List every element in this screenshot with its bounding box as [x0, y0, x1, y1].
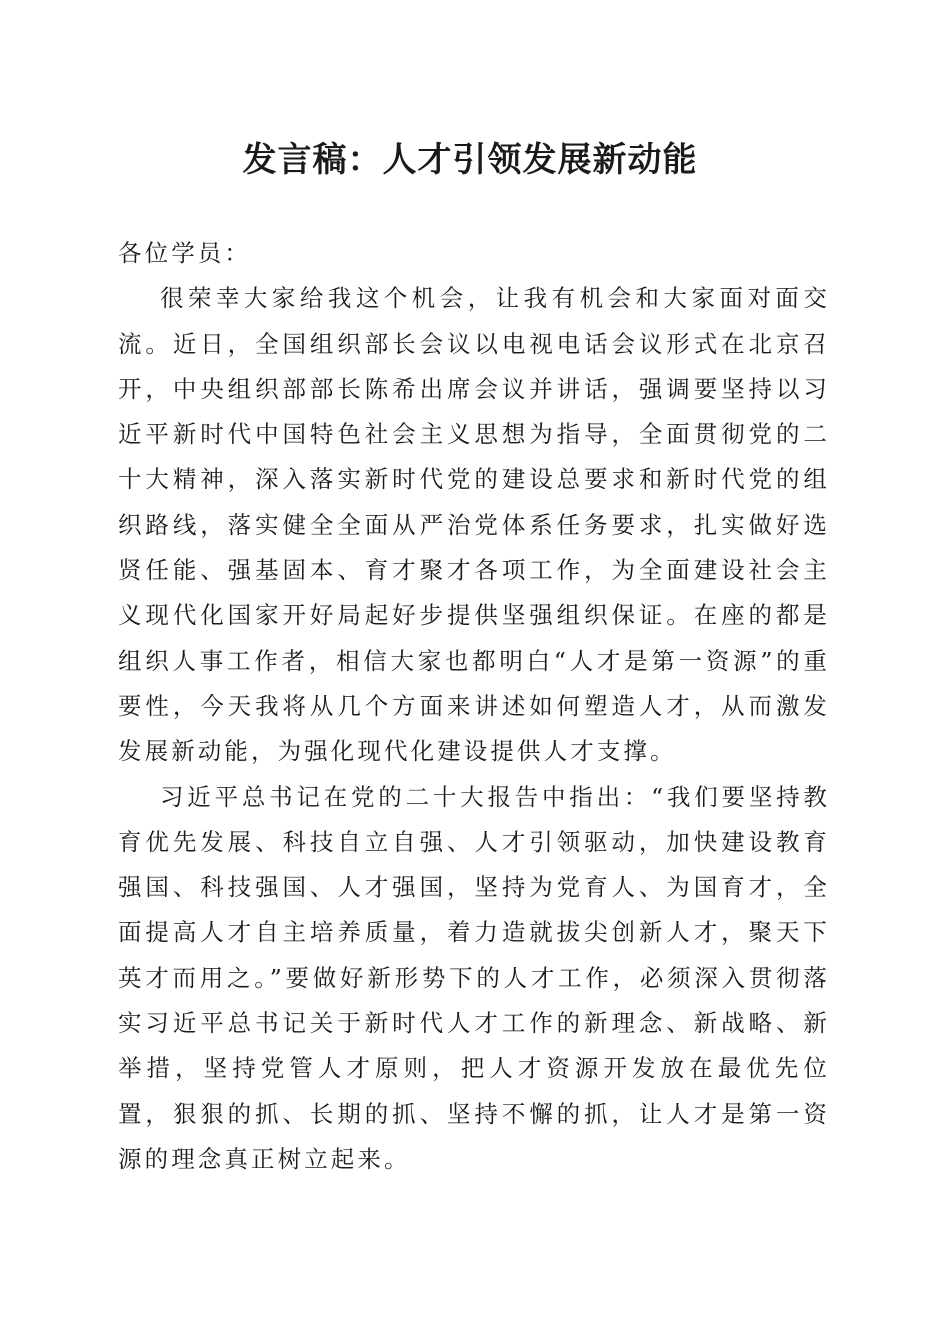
document-body [118, 231, 830, 1182]
page-title: 发言稿：人才引领发展新动能 [242, 140, 698, 180]
salutation: 各位学员： [118, 239, 251, 267]
paragraph-2: 习近平总书记在党的二十大报告中指出：“我们要坚持教育优先发展、科技自立自强、人才引领驱动，加快建设教育强国、科技强国、人才强国，坚持为党育人、为国育才，全面提高人才自主培养质量，着力造就拔尖创新人才，聚天下英才而用之。”要做好新形势下的人才工作，必须深入贯彻落实习近平总书记关于新时代人才工作的新理念、新战略、新举措，坚持党管人才原则，把人才资源开发放在最优先位置，狠狠的抓、长期的抓、坚持不懈的抓，让人才是第一资源的理念真正树立起来。 [118, 782, 830, 1173]
paragraph-1: 很荣幸大家给我这个机会，让我有机会和大家面对面交流。近日，全国组织部长会议以电视电话会议形式在北京召开，中央组织部部长陈希出席会议并讲话，强调要坚持以习近平新时代中国特色社会主义思想为指导，全面贯彻党的二十大精神，深入落实新时代党的建设总要求和新时代党的组织路线，落实健全全面从严治党体系任务要求，扎实做好选贤任能、强基固本、育才聚才各项工作，为全面建设社会主义现代化国家开好局起好步提供坚强组织保证。在座的都是组织人事工作者，相信大家也都明白“人才是第一资源”的重要性，今天我将从几个方面来讲述如何塑造人才，从而激发发展新动能，为强化现代化建设提供人才支撑。 [118, 284, 830, 766]
